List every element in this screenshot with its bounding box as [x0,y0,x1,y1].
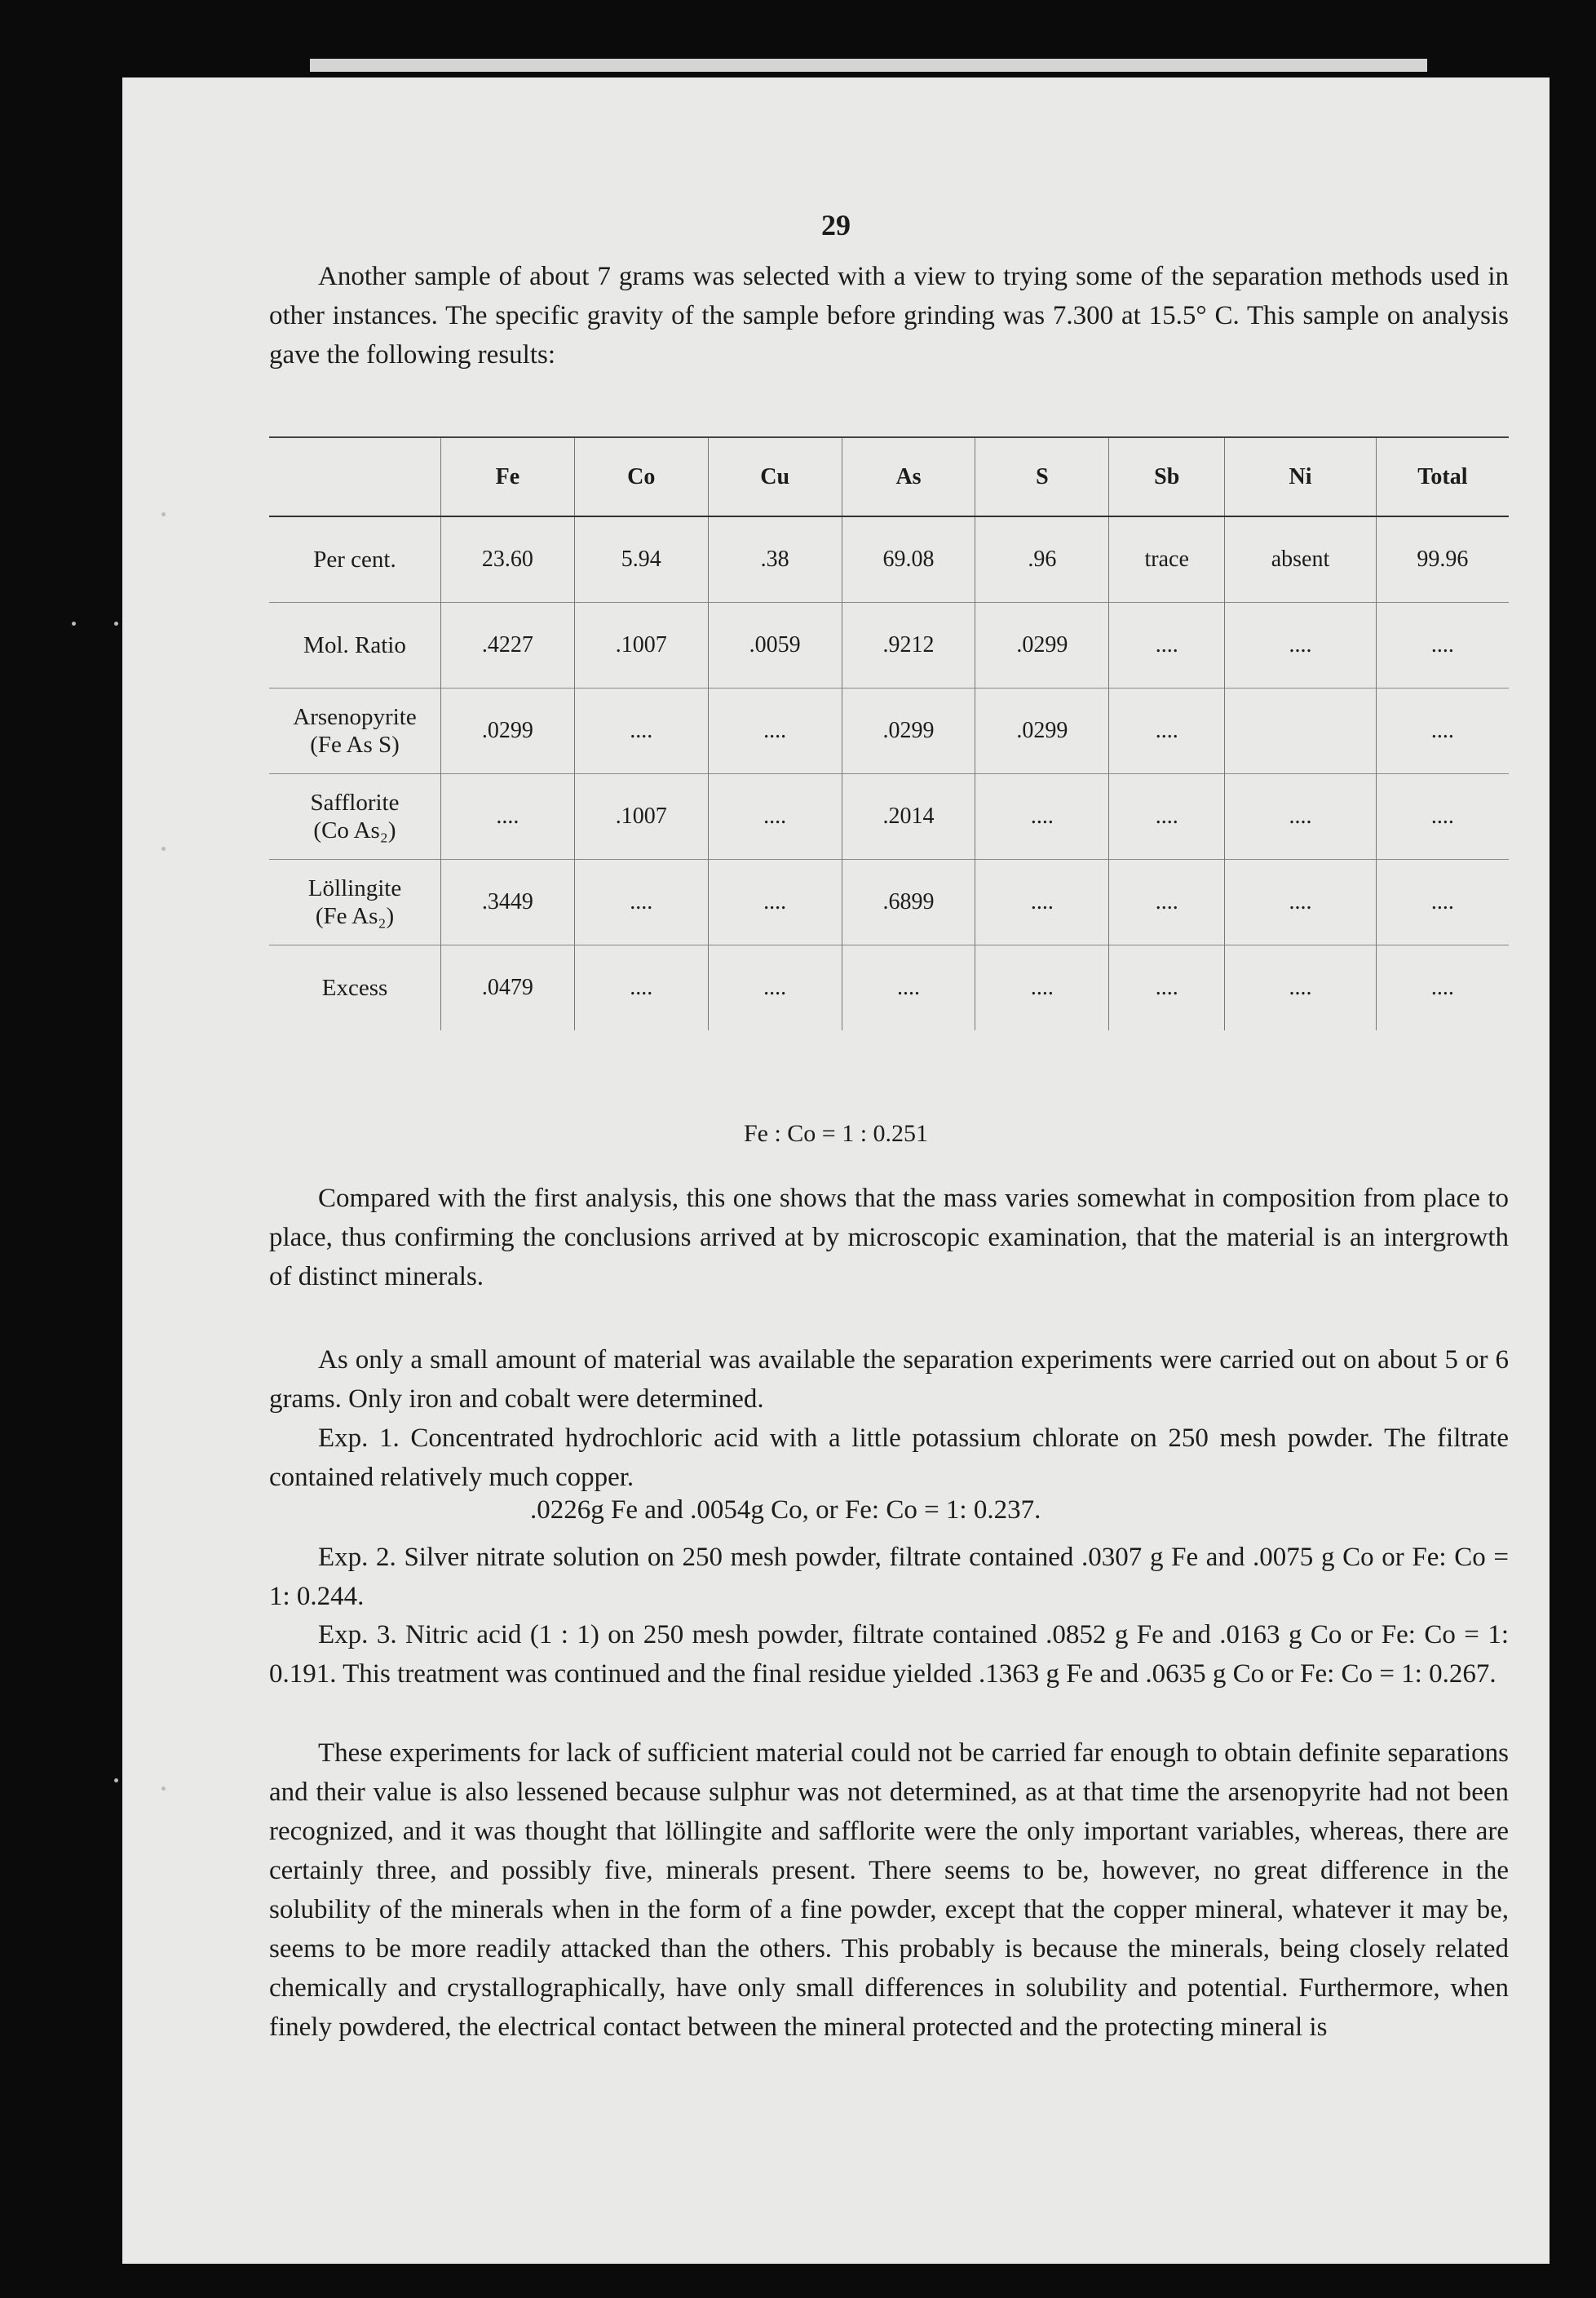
table-cell: .... [1225,945,1377,1031]
table-header-cell: Ni [1225,437,1377,516]
table-cell: .2014 [842,774,975,860]
table-cell: absent [1225,516,1377,603]
table-row [269,516,1509,603]
paragraph-discussion: These experiments for lack of sufficient material could not be carried far enough to obtain definite separations and their value is also lessened because sulphur was not determined, as at that time the arsenopyrite had not been recognized, and it was thought that löllingite and safflorite were the only important variables, whereas, there are certainly three, and possibly five, minerals present. There seems to be, however, no great difference in the solubility of the minerals when in the form of a fine powder, except that the copper mineral, whatever it may be, seems to be more readily attacked than the others. This probably is because the minerals, being closely related chemically and crystallographically, have only small differences in solubility and potential. Furthermore, when finely powdered, the electrical contact between the mineral protected and the protecting mineral is [269,1738,1509,2042]
page-top-edge [310,59,1427,72]
intro-paragraph: Another sample of about 7 grams was selected with a view to trying some of the separation methods used in other instances. The specific gravity of the sample before grinding was 7.300 at 15.5° C. This sample on analysis gave the following results: [269,262,1509,370]
table-cell: .... [574,945,708,1031]
table-cell: .0299 [975,603,1109,689]
table-cell: .... [975,774,1109,860]
table-cell: .... [842,945,975,1031]
page-number: 29 [821,209,851,241]
table-row [269,945,1509,1031]
paragraph-exp2: Exp. 2. Silver nitrate solution on 250 mesh powder, filtrate contained .0307 g Fe and .0075 g Co or Fe: Co = 1: 0.244. [269,1543,1509,1611]
table-cell: .6899 [842,860,975,945]
table-cell: .0299 [441,689,575,774]
table-cell: .... [1109,860,1225,945]
table-header-row [269,437,1509,516]
table-cell: .9212 [842,603,975,689]
table-cell: .... [1376,860,1509,945]
table-header-cell: S [975,437,1109,516]
table-cell: 99.96 [1376,516,1509,603]
margin-speck [161,847,166,851]
table-cell: .1007 [574,774,708,860]
table-header-cell: As [842,437,975,516]
margin-speck [114,622,118,626]
table-cell: .... [708,860,842,945]
table-cell: 23.60 [441,516,575,603]
table-cell: .... [441,774,575,860]
table-row [269,603,1509,689]
table-cell: .... [1376,603,1509,689]
table-cell: .... [1225,860,1377,945]
table-header-cell: Cu [708,437,842,516]
table-cell: .... [708,689,842,774]
row-label [269,516,441,603]
paragraph-exp1: Exp. 1. Concentrated hydrochloric acid with a little potassium chlorate on 250 mesh powder. The filtrate contained relatively much copper. [269,1424,1509,1492]
table-cell: .... [574,689,708,774]
row-label [269,689,441,774]
table-row [269,689,1509,774]
table-cell: .... [1376,689,1509,774]
margin-speck [72,622,76,626]
table-cell: .... [708,945,842,1031]
row-label-main: Mol. Ratio [303,632,406,658]
table-cell: .4227 [441,603,575,689]
row-label [269,774,441,860]
row-label-main: Löllingite [307,875,402,901]
row-label-formula: (Fe As₂) [315,903,395,929]
analysis-table-container [269,436,1509,1030]
table-row [269,774,1509,860]
table-header-cell: Sb [1109,437,1225,516]
table-header-cell: Total [1376,437,1509,516]
row-label [269,603,441,689]
table-cell: .0299 [975,689,1109,774]
table-cell: .... [1109,689,1225,774]
paragraph-exp3: Exp. 3. Nitric acid (1 : 1) on 250 mesh powder, filtrate contained .0852 g Fe and .0163 g Co or Fe: Co = 1: 0.191. This treatment was continued and the final residue yielded .1363 g Fe and .0635 g Co or Fe: Co = 1: 0.267. [269,1620,1509,1689]
document-page [122,77,1550,2264]
table-header-cell: Co [574,437,708,516]
table-cell: 5.94 [574,516,708,603]
paragraph-method: As only a small amount of material was available the separation experiments were carried out on about 5 or 6 grams. Only iron and cobalt were determined. [269,1345,1509,1414]
margin-speck [161,1787,166,1791]
table-cell: .... [1109,603,1225,689]
row-label-formula: (Fe As S) [310,732,400,758]
row-label-main: Safflorite [310,790,400,816]
row-label-main: Per cent. [313,547,396,573]
row-label-main: Arsenopyrite [293,704,417,730]
paragraph-comparison: Compared with the first analysis, this one shows that the mass varies somewhat in composition from place to place, thus confirming the conclusions arrived at by microscopic examination, that the material is an intergrowth of distinct minerals. [269,1184,1509,1291]
table-header-cell: Fe [441,437,575,516]
table-cell: .... [975,860,1109,945]
margin-speck [114,1778,118,1782]
table-cell: 69.08 [842,516,975,603]
table-cell: .1007 [574,603,708,689]
row-label [269,860,441,945]
table-cell: .... [1109,945,1225,1031]
analysis-table [269,436,1509,1030]
table-cell: .... [574,860,708,945]
table-cell: .96 [975,516,1109,603]
table-cell: .... [1225,774,1377,860]
table-cell [1225,689,1377,774]
table-cell: .0299 [842,689,975,774]
table-cell: .... [975,945,1109,1031]
table-cell: .38 [708,516,842,603]
row-label-main: Excess [321,975,388,1001]
table-cell: .... [708,774,842,860]
margin-speck [161,512,166,516]
table-cell: trace [1109,516,1225,603]
table-cell: .0479 [441,945,575,1031]
table-cell: .0059 [708,603,842,689]
exp1-result: .0226g Fe and .0054g Co, or Fe: Co = 1: 0.237. [530,1495,1041,1525]
table-cell: .... [1225,603,1377,689]
row-label [269,945,441,1031]
table-cell: .... [1376,945,1509,1031]
row-label-formula: (Co As₂) [313,817,396,843]
table-row [269,860,1509,945]
ratio-line: Fe : Co = 1 : 0.251 [743,1120,929,1147]
table-header-cell [269,437,441,516]
table-cell: .3449 [441,860,575,945]
table-cell: .... [1109,774,1225,860]
table-cell: .... [1376,774,1509,860]
